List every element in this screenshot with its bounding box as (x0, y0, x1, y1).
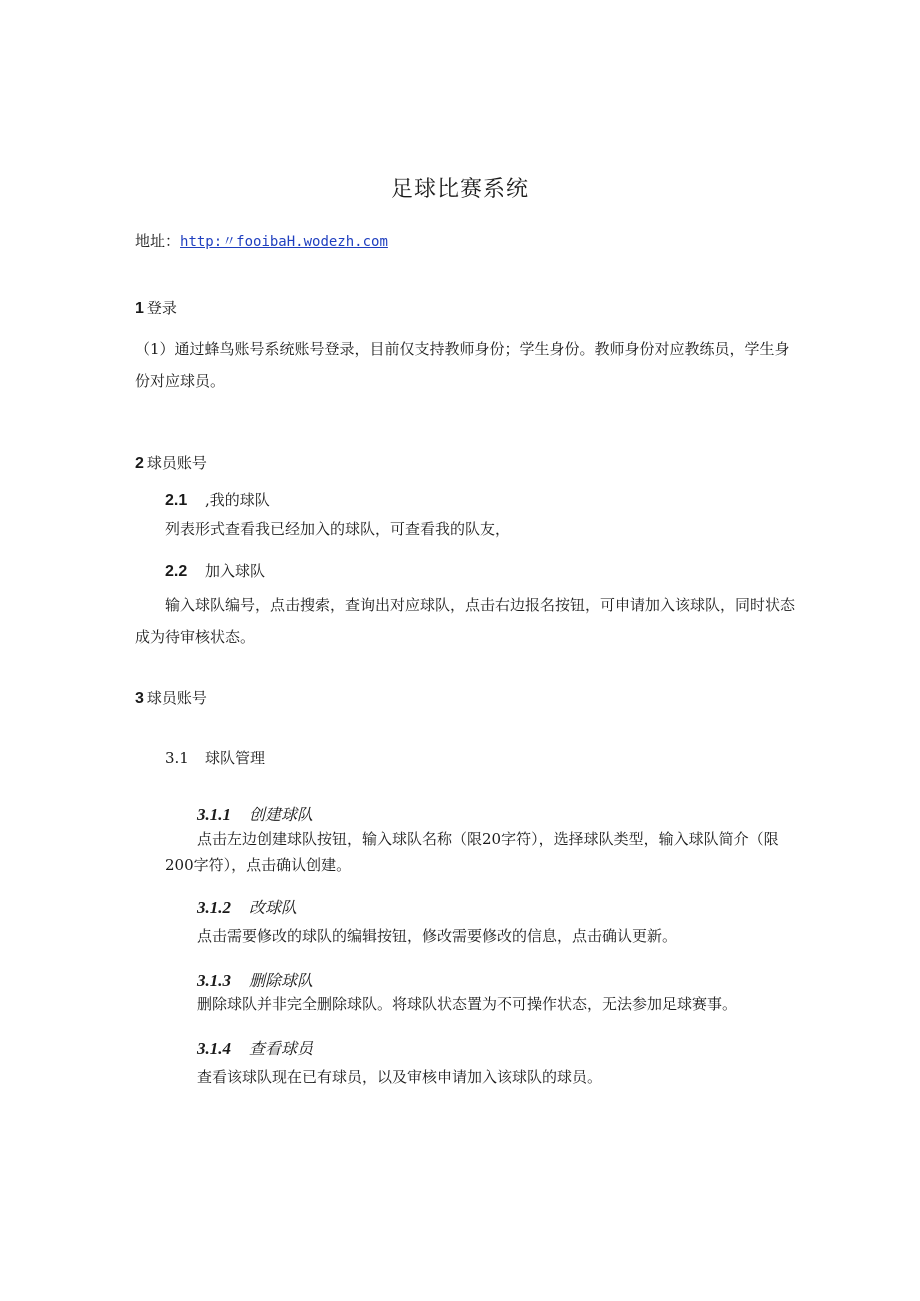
section-number: 3.1 (165, 749, 189, 767)
section-label: 球员账号 (146, 689, 207, 707)
section-3-1-1-heading (197, 802, 313, 825)
section-number: 3.1.2 (197, 898, 231, 917)
address-label: 地址： (135, 232, 181, 250)
section-3-1-4-heading (197, 1036, 313, 1059)
section-number: 3.1.3 (197, 971, 231, 990)
section-3-1-3-heading (197, 968, 313, 991)
section-label: 删除球队 (249, 971, 314, 990)
section-3-1-3-paragraph: 删除球队并非完全删除球队。将球队状态置为不可操作状态，无法参加足球赛事。 (197, 995, 738, 1013)
section-label: 查看球员 (249, 1039, 314, 1058)
section-2-1-paragraph: 列表形式查看我已经加入的球队，可查看我的队友， (165, 520, 511, 538)
section-number: 2.1 (165, 492, 188, 509)
address-line (135, 230, 388, 251)
section-3-1-1-paragraph: 点击左边创建球队按钮，输入球队名称（限20字符），选择球队类型，输入球队简介（限200字符），点击确认创建。 (165, 830, 779, 874)
section-number: 3 (135, 690, 144, 707)
section-label: 加入球队 (205, 562, 266, 580)
page-title: 足球比赛系统 (390, 177, 529, 202)
section-label: 球员账号 (146, 454, 207, 472)
section-1-paragraph: （1）通过蜂鸟账号系统账号登录，目前仅支持教师身份；学生身份。教师身份对应教练员，学生身份对应球员。 (135, 340, 790, 390)
section-number: 3.1.1 (197, 805, 231, 824)
section-number: 1 (135, 300, 144, 317)
section-label: ,我的球队 (205, 491, 270, 509)
section-3-1-2-paragraph: 点击需要修改的球队的编辑按钮，修改需要修改的信息，点击确认更新。 (197, 927, 678, 945)
section-2-heading (135, 452, 207, 473)
address-link[interactable]: http:〃fooibaH.wodezh.com (180, 234, 388, 250)
section-3-heading (135, 687, 207, 708)
section-label: 创建球队 (249, 805, 314, 824)
section-1-heading (135, 297, 177, 318)
section-3-1-heading (165, 747, 265, 768)
section-2-1-heading (165, 489, 270, 510)
section-3-1-2-heading (197, 895, 297, 918)
section-number: 2.2 (165, 563, 188, 580)
section-label: 登录 (146, 299, 177, 317)
section-2-2-paragraph: 输入球队编号，点击搜索，查询出对应球队，点击右边报名按钮，可申请加入该球队，同时状态成为待审核状态。 (135, 596, 796, 646)
section-3-1-4-paragraph: 查看该球队现在已有球员，以及审核申请加入该球队的球员。 (197, 1068, 603, 1086)
section-label: 球队管理 (205, 749, 266, 767)
section-number: 2 (135, 455, 144, 472)
section-number: 3.1.4 (197, 1039, 231, 1058)
section-label: 改球队 (249, 898, 298, 917)
section-2-2-heading (165, 560, 265, 581)
